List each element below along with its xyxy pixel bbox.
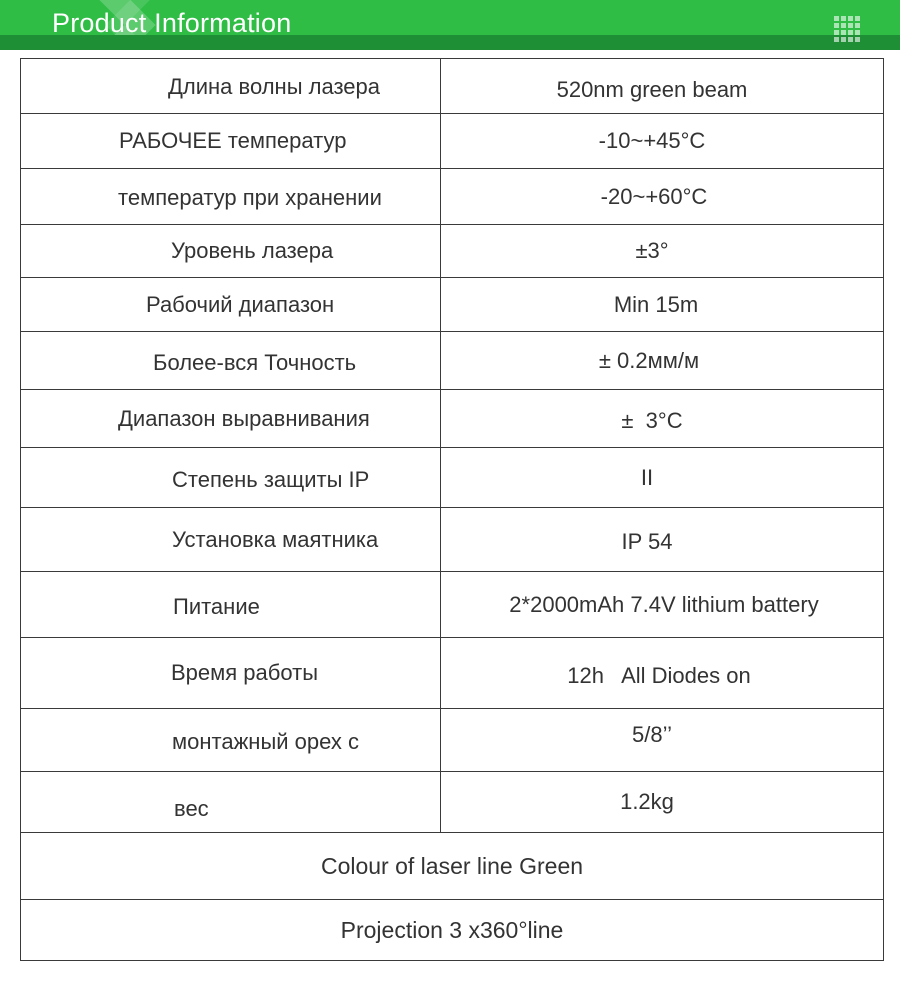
spec-value: 12h All Diodes on: [567, 663, 751, 688]
spec-value: II: [640, 464, 654, 490]
spec-row: [21, 278, 883, 332]
spec-table: [20, 58, 884, 961]
spec-value: -20~+60°C: [600, 183, 708, 209]
spec-row: [21, 169, 883, 225]
spec-row: [21, 709, 883, 772]
spec-value: 520nm green beam: [556, 76, 748, 102]
spec-label: Питание: [21, 572, 441, 637]
spec-row: [21, 225, 883, 278]
grid-icon[interactable]: [834, 16, 860, 42]
spec-label: Диапазон выравнивания: [21, 390, 441, 447]
spec-label: температур при хранении: [21, 169, 441, 224]
spec-row: [21, 508, 883, 572]
spec-label: Время работы: [21, 638, 441, 708]
spec-value: 2*2000mAh 7.4V lithium battery: [509, 591, 819, 617]
spec-row: [21, 332, 883, 390]
full-row: [21, 833, 883, 900]
spec-row: [21, 572, 883, 638]
page-title: Product Information: [52, 8, 292, 38]
spec-row: [21, 114, 883, 169]
spec-label: Длина волны лазера: [21, 59, 441, 113]
header-bar: [0, 0, 900, 50]
laser-colour-text: Colour of laser line Green: [320, 852, 584, 879]
spec-label: Более-вся Точность: [21, 332, 441, 389]
spec-row: [21, 772, 883, 833]
spec-label: РАБОЧЕЕ температур: [21, 114, 441, 168]
spec-value: Min 15m: [613, 291, 699, 317]
spec-value: 5/8’’: [632, 722, 672, 747]
projection-text: Projection 3 x360°line: [340, 916, 564, 943]
spec-value: IP 54: [621, 528, 673, 554]
spec-value: ± 3°C: [621, 407, 683, 433]
spec-row: [21, 59, 883, 114]
spec-value: 1.2kg: [620, 789, 674, 814]
spec-label: монтажный орех с: [21, 709, 441, 771]
full-row: [21, 900, 883, 961]
spec-label: Уровень лазера: [21, 225, 441, 277]
spec-value: ± 0.2мм/м: [598, 347, 700, 373]
spec-label: Степень защиты IP: [21, 448, 441, 507]
spec-row: [21, 638, 883, 709]
spec-label: Установка маятника: [21, 508, 441, 571]
spec-value: -10~+45°C: [598, 128, 706, 153]
spec-value: ±3°: [635, 238, 669, 263]
spec-label: вес: [21, 772, 441, 832]
spec-row: [21, 390, 883, 448]
spec-row: [21, 448, 883, 508]
spec-label: Рабочий диапазон: [21, 278, 441, 331]
